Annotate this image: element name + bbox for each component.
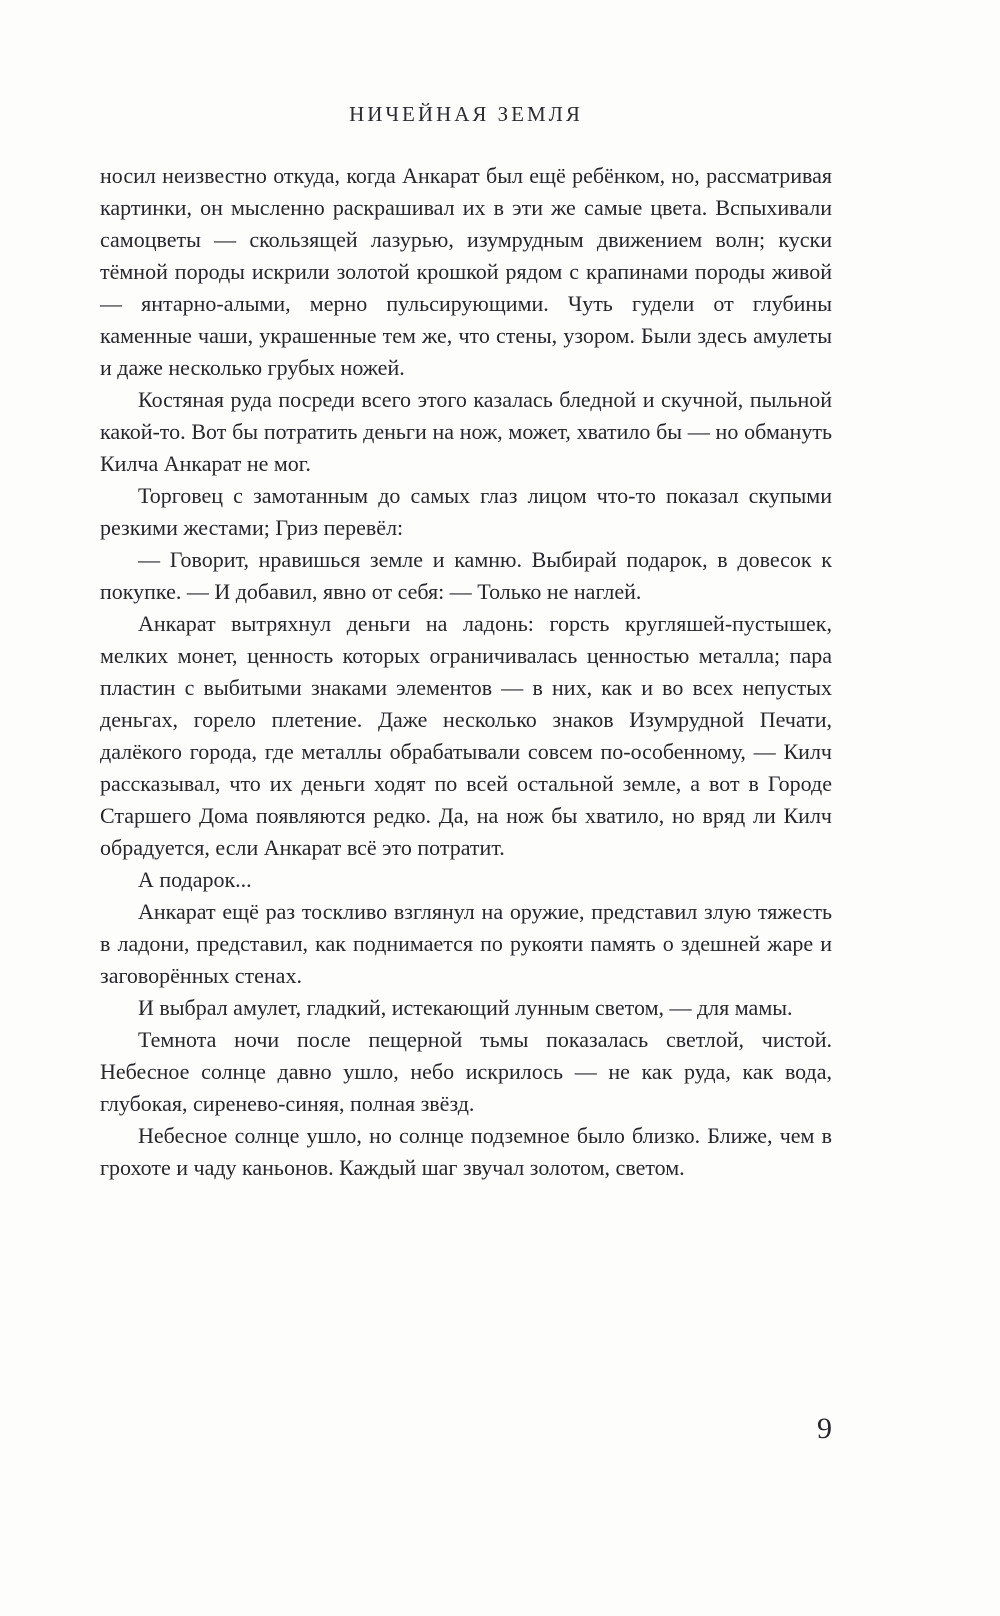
paragraph: Анкарат вытряхнул деньги на ладонь: горсть кругляшей-пустышек, мелких монет, ценность которых ограничивалась ценностью металла; пара пластин с выбитыми знаками элементов — в них, как и во всех непустых деньгах, горело плетение. Даже несколько знаков Изумрудной Печати, далёкого города, где металлы обрабатывали совсем по-особенному, — Килч рассказывал, что их деньги ходят по всей остальной земле, а вот в Городе Старшего Дома появляются редко. Да, на нож бы хватило, но вряд ли Килч обрадуется, если Анкарат всё это потратит. [100,611,832,860]
running-head: НИЧЕЙНАЯ ЗЕМЛЯ [349,102,583,126]
paragraph: Темнота ночи после пещерной тьмы показалась светлой, чистой. Небесное солнце давно ушло, небо искрилось — не как руда, как вода, глубокая, сиренево-синяя, полная звёзд. [100,1027,832,1116]
paragraph: Анкарат ещё раз тоскливо взглянул на оружие, представил злую тяжесть в ладони, представил, как поднимается по рукояти память о здешней жаре и заговорённых стенах. [100,899,832,988]
page-number: 9 [817,1412,832,1445]
paragraph: — Говорит, нравишься земле и камню. Выбирай подарок, в довесок к покупке. — И добавил, явно от себя: — Только не наглей. [100,547,832,604]
paragraph: И выбрал амулет, гладкий, истекающий лунным светом, — для мамы. [138,995,793,1020]
paragraph: А подарок... [138,867,252,892]
paragraph: Небесное солнце ушло, но солнце подземное было близко. Ближе, чем в грохоте и чаду каньонов. Каждый шаг звучал золотом, светом. [100,1123,832,1180]
text-block [100,160,832,1184]
paragraph: Торговец с замотанным до самых глаз лицом что-то показал скупыми резкими жестами; Гриз перевёл: [100,483,832,540]
paragraph: носил неизвестно откуда, когда Анкарат был ещё ребёнком, но, рассматривая картинки, он мысленно раскрашивал их в эти же самые цвета. Вспыхивали самоцветы — скользящей лазурью, изумрудным движением волн; куски тёмной породы искрили золотой крошкой рядом с крапинами породы живой — янтарно-алыми, мерно пульсирующими. Чуть гудели от глубины каменные чаши, украшенные тем же, что стены, узором. Были здесь амулеты и даже несколько грубых ножей. [100,163,832,380]
paragraph: Костяная руда посреди всего этого казалась бледной и скучной, пыльной какой-то. Вот бы потратить деньги на нож, может, хватило бы — но обмануть Килча Анкарат не мог. [100,387,832,476]
